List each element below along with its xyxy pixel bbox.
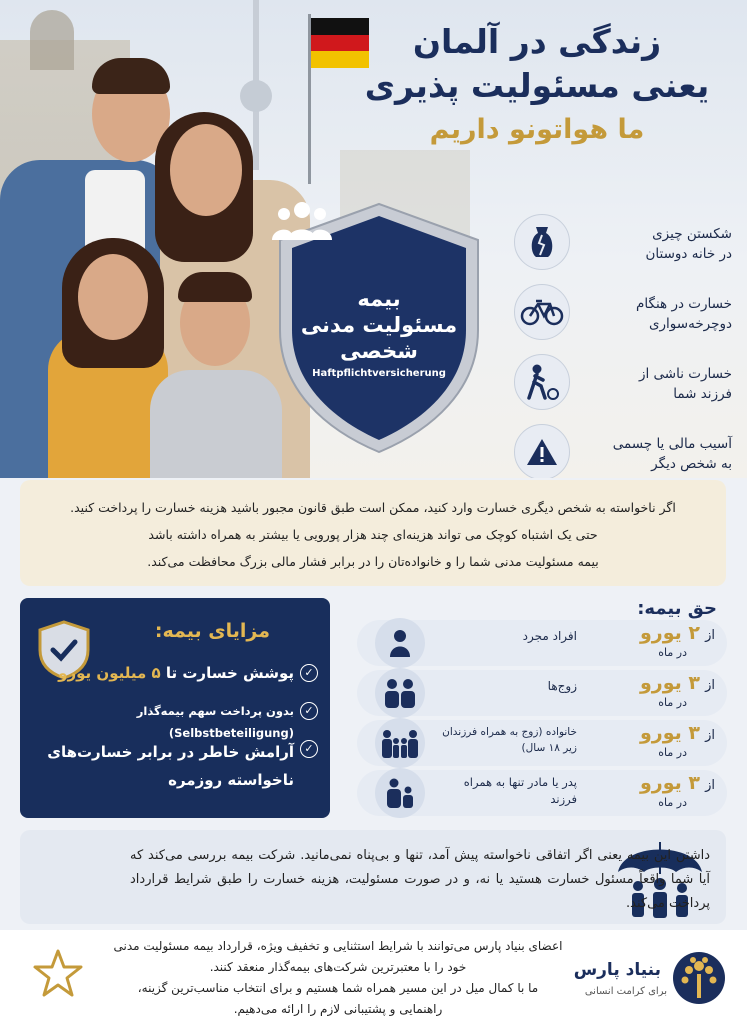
broken-vase-icon bbox=[514, 214, 570, 270]
pricing-panel bbox=[345, 598, 727, 818]
footer-line: راهنمایی و پشتیبانی لازم را ارائه می‌دهیم. bbox=[233, 1002, 443, 1016]
price-row bbox=[357, 620, 727, 666]
price-label: پدر یا مادر تنها به همراه فرزند bbox=[463, 775, 577, 806]
price-row bbox=[357, 720, 727, 766]
hazard-item bbox=[508, 210, 738, 278]
warning-icon bbox=[514, 424, 570, 478]
star-icon bbox=[32, 948, 84, 998]
bicycle-icon bbox=[514, 284, 570, 340]
price-from: از bbox=[705, 628, 715, 643]
price-label: افراد مجرد bbox=[522, 629, 577, 643]
hero-section bbox=[0, 0, 747, 478]
hazard-item bbox=[508, 420, 738, 478]
price-per-month: در ماه bbox=[658, 646, 687, 659]
hazard-line: فرزند شما bbox=[673, 386, 732, 402]
shield-line3: شخصی bbox=[340, 339, 418, 363]
logo-name: بنیاد پارس bbox=[573, 960, 661, 980]
coverage-text: داشتن این بیمه یعنی اگر اتفاقی ناخواسته پیش آمد، تنها و بی‌پناه نمی‌مانید. شرکت بیمه بررسی می‌کند که آیا شما واقعاً مسئول خسارت هستید یا نه، و در صورت مسئولیت، هزینه خسارت را طبق شرایط قرارداد پرداخت می‌کند. bbox=[130, 848, 710, 911]
single-person-icon bbox=[375, 618, 425, 668]
title-block bbox=[347, 20, 727, 145]
price-from: از bbox=[705, 678, 715, 693]
price-per-month: در ماه bbox=[658, 796, 687, 809]
logo-tagline: برای کرامت انسانی bbox=[584, 986, 667, 997]
page-subtitle: ما هواتونو داریم bbox=[429, 114, 645, 145]
child-ball-icon bbox=[514, 354, 570, 410]
info-line: بیمه مسئولیت مدنی شما را و خانواده‌تان را در برابر فشار مالی بزرگ محافظت می‌کند. bbox=[147, 554, 599, 569]
check-icon: ✓ bbox=[300, 702, 318, 720]
price-per-month: در ماه bbox=[658, 696, 687, 709]
page-title-line1: زندگی در آلمان bbox=[412, 22, 662, 61]
price-row bbox=[357, 770, 727, 816]
hazard-item bbox=[508, 280, 738, 348]
footer-line: اعضای بنیاد پارس می‌توانند با شرایط استثنایی و تخفیف ویژه، قرارداد بیمه مسئولیت مدنی bbox=[113, 939, 563, 953]
hazard-line: شکستن چیزی bbox=[652, 226, 732, 242]
benefit-item bbox=[32, 662, 318, 684]
check-icon: ✓ bbox=[300, 740, 318, 758]
hazard-line: دوچرخه‌سواری bbox=[648, 316, 732, 332]
footer-line: ما با کمال میل در این مسیر همراه شما هستیم و برای انتخاب مناسب‌ترین گزینه، bbox=[137, 981, 539, 995]
price-label: زوج‌ها bbox=[547, 679, 577, 693]
benefit-item bbox=[32, 738, 318, 794]
benefit-text: پوشش خسارت تا bbox=[165, 664, 294, 682]
benefit-highlight: ۵ میلیون یورو bbox=[58, 664, 161, 682]
page-title-line2: یعنی مسئولیت پذیری bbox=[364, 66, 710, 105]
benefit-text: بدون پرداخت سهم بیمه‌گذار (Selbstbeteiligung) bbox=[136, 704, 294, 740]
price-label: خانواده (زوج به همراه فرزندان زیر ۱۸ سال) bbox=[442, 726, 577, 754]
footer bbox=[0, 930, 747, 1024]
footer-text bbox=[108, 936, 568, 1020]
price-amount: ۳ یورو bbox=[639, 722, 701, 744]
pricing-title: حق بیمه: bbox=[637, 598, 717, 619]
info-line: اگر ناخواسته به شخص دیگری خسارت وارد کنید، ممکن است طبق قانون مجبور باشید هزینه خسارت را پرداخت کنید. bbox=[70, 500, 676, 515]
hazard-line: خسارت ناشی از bbox=[638, 366, 732, 382]
benefit-text: ناخواسته روزمره bbox=[168, 771, 294, 789]
price-amount: ۳ یورو bbox=[639, 772, 701, 794]
hazard-line: به شخص دیگر bbox=[651, 456, 732, 472]
couple-icon bbox=[375, 668, 425, 718]
shield-line1: بیمه bbox=[357, 287, 401, 311]
price-row bbox=[357, 670, 727, 716]
shield-german: Haftpflichtversicherung bbox=[312, 368, 446, 379]
hazard-line: خسارت در هنگام bbox=[636, 296, 732, 312]
price-from: از bbox=[705, 778, 715, 793]
family-icon bbox=[375, 718, 425, 768]
shield-line2: مسئولیت مدنی bbox=[300, 313, 458, 337]
info-line: حتی یک اشتباه کوچک می تواند هزینه‌ای چند هزار پورویی یا بیشتر به همراه داشته باشد bbox=[148, 527, 598, 542]
price-per-month: در ماه bbox=[658, 746, 687, 759]
hazard-list bbox=[508, 210, 738, 478]
tree-logo-icon bbox=[671, 948, 727, 1008]
benefits-panel bbox=[20, 598, 330, 818]
insurance-shield bbox=[272, 200, 486, 456]
benefits-title: مزایای بیمه: bbox=[154, 620, 270, 642]
check-icon: ✓ bbox=[300, 664, 318, 682]
hazard-item bbox=[508, 350, 738, 418]
footer-line: خود را با معتبرترین شرکت‌های بیمه‌گذار منعقد کنند. bbox=[209, 960, 467, 974]
info-panel bbox=[20, 480, 726, 586]
hazard-line: آسیب مالی یا چسمی bbox=[612, 436, 732, 452]
price-amount: ۲ یورو bbox=[639, 622, 701, 644]
price-amount: ۳ یورو bbox=[639, 672, 701, 694]
group-people-icon bbox=[272, 200, 332, 242]
parent-child-icon bbox=[375, 768, 425, 818]
hazard-line: در خانه دوستان bbox=[645, 246, 732, 262]
benefit-text: آرامش خاطر در برابر خسارت‌های bbox=[47, 743, 294, 761]
coverage-explanation bbox=[20, 830, 726, 924]
price-from: از bbox=[705, 728, 715, 743]
